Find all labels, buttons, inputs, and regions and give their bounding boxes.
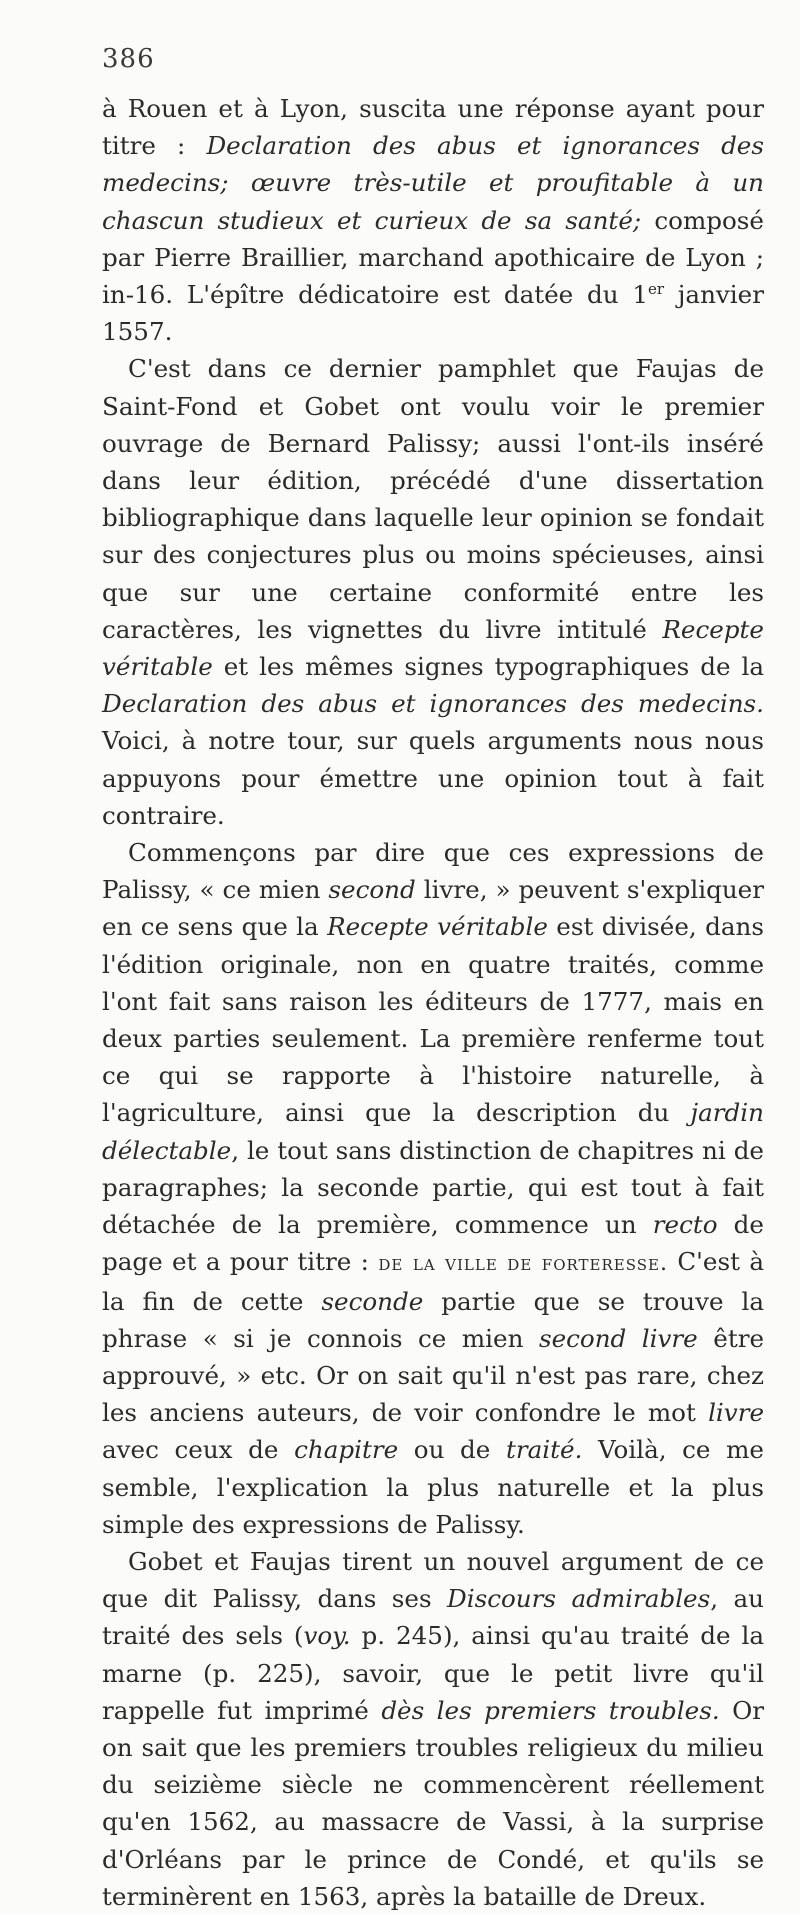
body-text — [102, 90, 764, 1915]
paragraph-3: Commençons par dire que ces expressions de Palissy, « ce mien second livre, » peuvent s'expliquer en ce sens que la Recepte véritable est divisée, dans l'édition originale, non en quatre traités, comme l'ont fait sans raison les éditeurs de 1777, mais en deux parties seulement. La première renferme tout ce qui se rapporte à l'histoire naturelle, à l'agriculture, ainsi que la description du jardin délectable, le tout sans distinction de chapitres ni de paragraphes; la seconde partie, qui est tout à fait détachée de la première, commence un recto de page et a pour titre : de la ville de forteresse. C'est à la fin de cette seconde partie que se trouve la phrase « si je connois ce mien second livre être approuvé, » etc. Or on sait qu'il n'est pas rare, chez les anciens auteurs, de voir confondre le mot livre avec ceux de chapitre ou de traité. Voilà, ce me semble, l'explication la plus naturelle et la plus simple des expressions de Palissy. — [102, 838, 765, 1539]
paragraph-4: Gobet et Faujas tirent un nouvel argument de ce que dit Palissy, dans ses Discours admirables, au traité des sels (voy. p. 245), ainsi qu'au traité de la marne (p. 225), savoir, que le petit livre qu'il rappelle fut imprimé dès les premiers troubles. Or on sait que les premiers troubles religieux du milieu du seizième siècle ne commencèrent réellement qu'en 1562, au massacre de Vassi, à la surprise d'Orléans par le prince de Condé, et qu'ils se terminèrent en 1563, après la bataille de Dreux. — [102, 1546, 765, 1911]
page-number: 386 — [102, 44, 155, 74]
paragraph-2: C'est dans ce dernier pamphlet que Faujas de Saint-Fond et Gobet ont voulu voir le premier ouvrage de Bernard Palissy; aussi l'ont-ils inséré dans leur édition, précédé d'une dissertation bibliographique dans laquelle leur opinion se fondait sur des conjectures plus ou moins spécieuses, ainsi que sur une certaine conformité entre les caractères, les vignettes du livre intitulé Recepte véritable et les mêmes signes typographiques de la Declaration des abus et ignorances des medecins. Voici, à notre tour, sur quels arguments nous nous appuyons pour émettre une opinion tout à fait contraire. — [102, 354, 764, 830]
paragraph-1: à Rouen et à Lyon, suscita une réponse ayant pour titre : Declaration des abus et ignorances des medecins; œuvre très-utile et proufitable à un chascun studieux et curieux de sa santé; composé par Pierre Braillier, marchand apothicaire de Lyon ; in-16. L'épître dédicatoire est datée du 1er janvier 1557. — [102, 94, 764, 347]
